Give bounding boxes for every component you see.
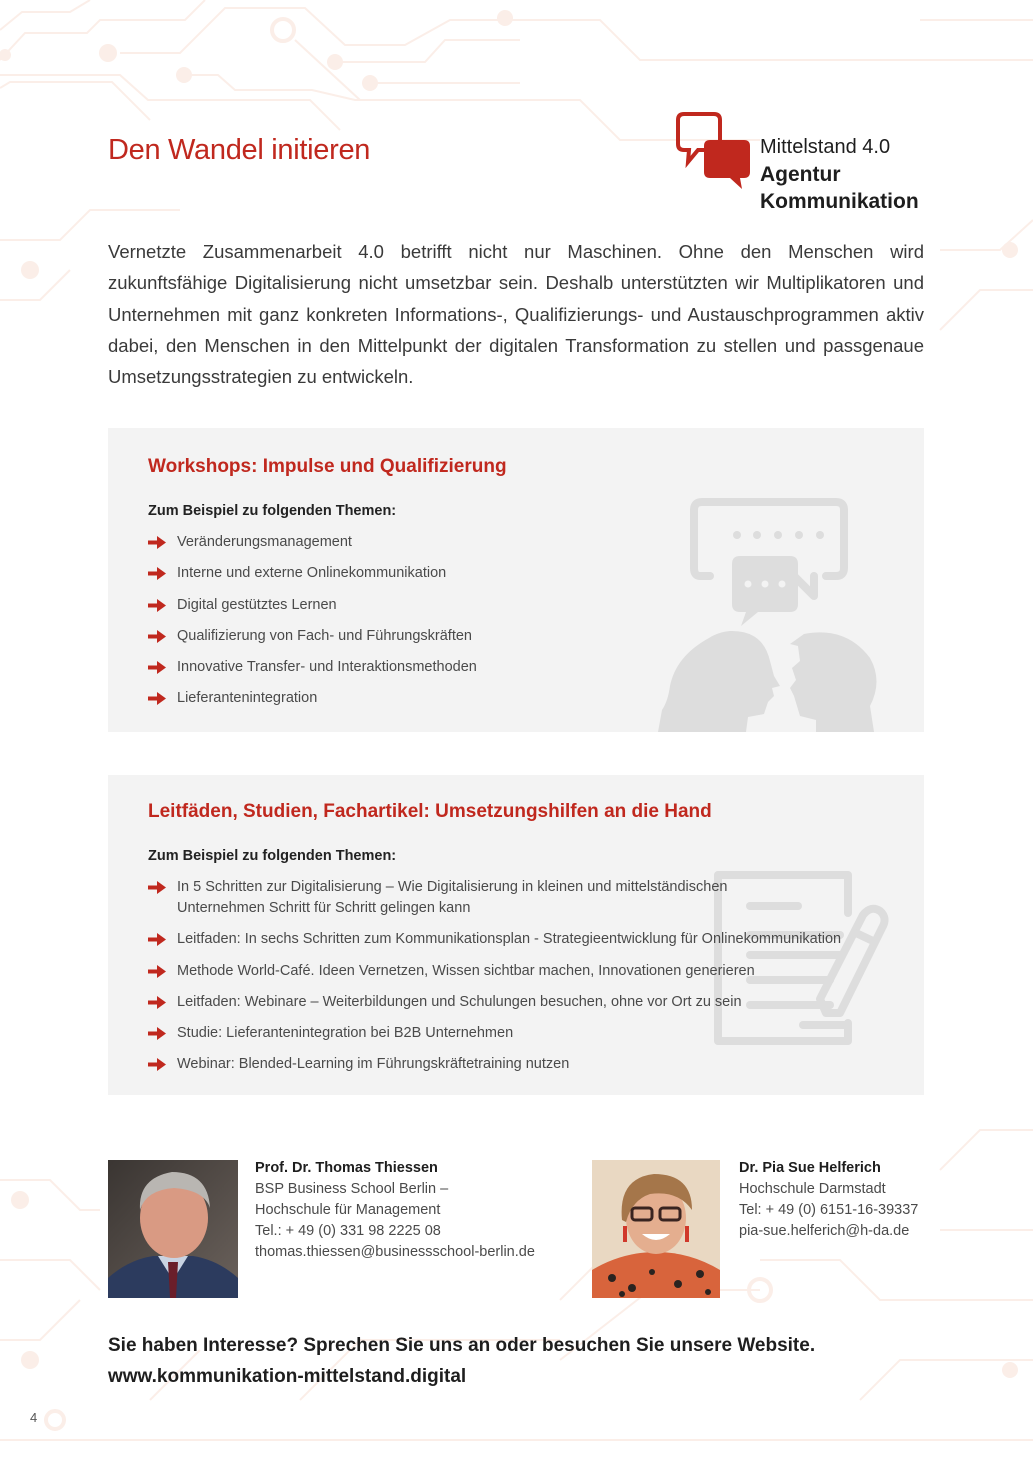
list-item — [148, 1054, 908, 1075]
contact-card — [108, 1158, 568, 1300]
logo-line-3: Kommunikation — [760, 190, 919, 213]
guides-list — [148, 877, 908, 1086]
contact-phone: Tel.: + 49 (0) 331 98 2225 08 — [255, 1223, 441, 1239]
contact-institution: BSP Business School Berlin – — [255, 1181, 449, 1197]
list-item-text: Webinar: Blended-Learning im Führungskräftetraining nutzen — [177, 1056, 570, 1073]
brand-logo — [676, 110, 936, 213]
arrow-right-icon — [148, 692, 166, 705]
list-item — [148, 688, 477, 709]
arrow-right-icon — [148, 1027, 166, 1040]
list-item — [148, 961, 908, 982]
arrow-right-icon — [148, 599, 166, 612]
list-item — [148, 929, 908, 950]
workshops-list — [148, 532, 477, 720]
contact-email[interactable]: thomas.thiessen@businessschool-berlin.de — [255, 1244, 535, 1260]
arrow-right-icon — [148, 567, 166, 580]
website-link[interactable]: www.kommunikation-mittelstand.digital — [108, 1366, 467, 1387]
list-item — [148, 657, 477, 678]
contact-institution: Hochschule Darmstadt — [739, 1181, 886, 1197]
guides-title: Leitfäden, Studien, Fachartikel: Umsetzungshilfen an die Hand — [148, 801, 712, 822]
arrow-right-icon — [148, 881, 166, 894]
list-item-text: Methode World-Café. Ideen Vernetzen, Wissen sichtbar machen, Innovationen generieren — [177, 962, 755, 979]
list-item — [148, 992, 908, 1013]
list-item-text: Lieferantenintegration — [177, 690, 318, 707]
arrow-right-icon — [148, 661, 166, 674]
list-item — [148, 595, 477, 616]
list-item-text: Studie: Lieferantenintegration bei B2B Unternehmen — [177, 1025, 514, 1042]
contact-email[interactable]: pia-sue.helferich@h-da.de — [739, 1223, 910, 1239]
page-title: Den Wandel initieren — [108, 134, 371, 166]
arrow-right-icon — [148, 965, 166, 978]
call-to-action — [108, 1330, 815, 1392]
list-item — [148, 1023, 908, 1044]
list-item — [148, 532, 477, 553]
cta-text: Sie haben Interesse? Sprechen Sie uns an oder besuchen Sie unsere Website. — [108, 1335, 816, 1356]
list-item-text: Veränderungsmanagement — [177, 534, 352, 550]
list-item-text: Leitfaden: In sechs Schritten zum Kommunikationsplan - Strategieentwicklung für Onlinekommunikation — [177, 931, 842, 948]
workshops-subtitle: Zum Beispiel zu folgenden Themen: — [148, 503, 397, 519]
arrow-right-icon — [148, 1058, 166, 1071]
list-item — [148, 626, 477, 647]
list-item — [148, 877, 777, 919]
guides-section — [108, 775, 924, 1095]
conversation-icon — [648, 496, 898, 732]
logo-line-2: Agentur — [760, 163, 841, 186]
list-item — [148, 563, 477, 584]
speech-bubbles-icon — [676, 110, 754, 192]
list-item-text: In 5 Schritten zur Digitalisierung – Wie Digitalisierung in kleinen und mittelständischen Unternehmen Schritt für Schritt gelingen kann — [177, 879, 728, 916]
arrow-right-icon — [148, 996, 166, 1009]
arrow-right-icon — [148, 933, 166, 946]
list-item-text: Qualifizierung von Fach- und Führungskräften — [177, 627, 472, 644]
page-number: 4 — [30, 1410, 38, 1425]
logo-line-1: Mittelstand 4.0 — [760, 136, 891, 158]
list-item-text: Interne und externe Onlinekommunikation — [177, 565, 447, 582]
portrait-photo — [108, 1160, 238, 1298]
contact-card — [592, 1158, 932, 1300]
list-item-text: Digital gestütztes Lernen — [177, 596, 337, 613]
workshops-title: Workshops: Impulse und Qualifizierung — [148, 456, 507, 477]
intro-paragraph: Vernetzte Zusammenarbeit 4.0 betrifft nicht nur Maschinen. Ohne den Menschen wird zukunftsfähige Digitalisierung nicht umsetzbar sein. Deshalb unterstützten wir Multiplikatoren und Unternehmen mit ganz konkreten Informations-, Qualifizierungs- und Austauschprogrammen aktiv dabei, den Menschen in den Mittelpunkt der digitalen Transformation zu stellen und passgenaue Umsetzungsstrategien zu entwickeln. — [108, 241, 924, 388]
workshops-section — [108, 428, 924, 732]
portrait-photo — [592, 1160, 720, 1298]
contact-phone: Tel: + 49 (0) 6151-16-39337 — [739, 1202, 919, 1218]
contact-name: Prof. Dr. Thomas Thiessen — [255, 1160, 438, 1176]
contact-institution: Hochschule für Management — [255, 1202, 441, 1218]
list-item-text: Innovative Transfer- und Interaktionsmethoden — [177, 659, 477, 676]
arrow-right-icon — [148, 536, 166, 549]
guides-subtitle: Zum Beispiel zu folgenden Themen: — [148, 848, 397, 864]
contact-name: Dr. Pia Sue Helferich — [739, 1160, 881, 1176]
arrow-right-icon — [148, 630, 166, 643]
list-item-text: Leitfaden: Webinare – Weiterbildungen und Schulungen besuchen, ohne vor Ort zu sein — [177, 993, 742, 1010]
